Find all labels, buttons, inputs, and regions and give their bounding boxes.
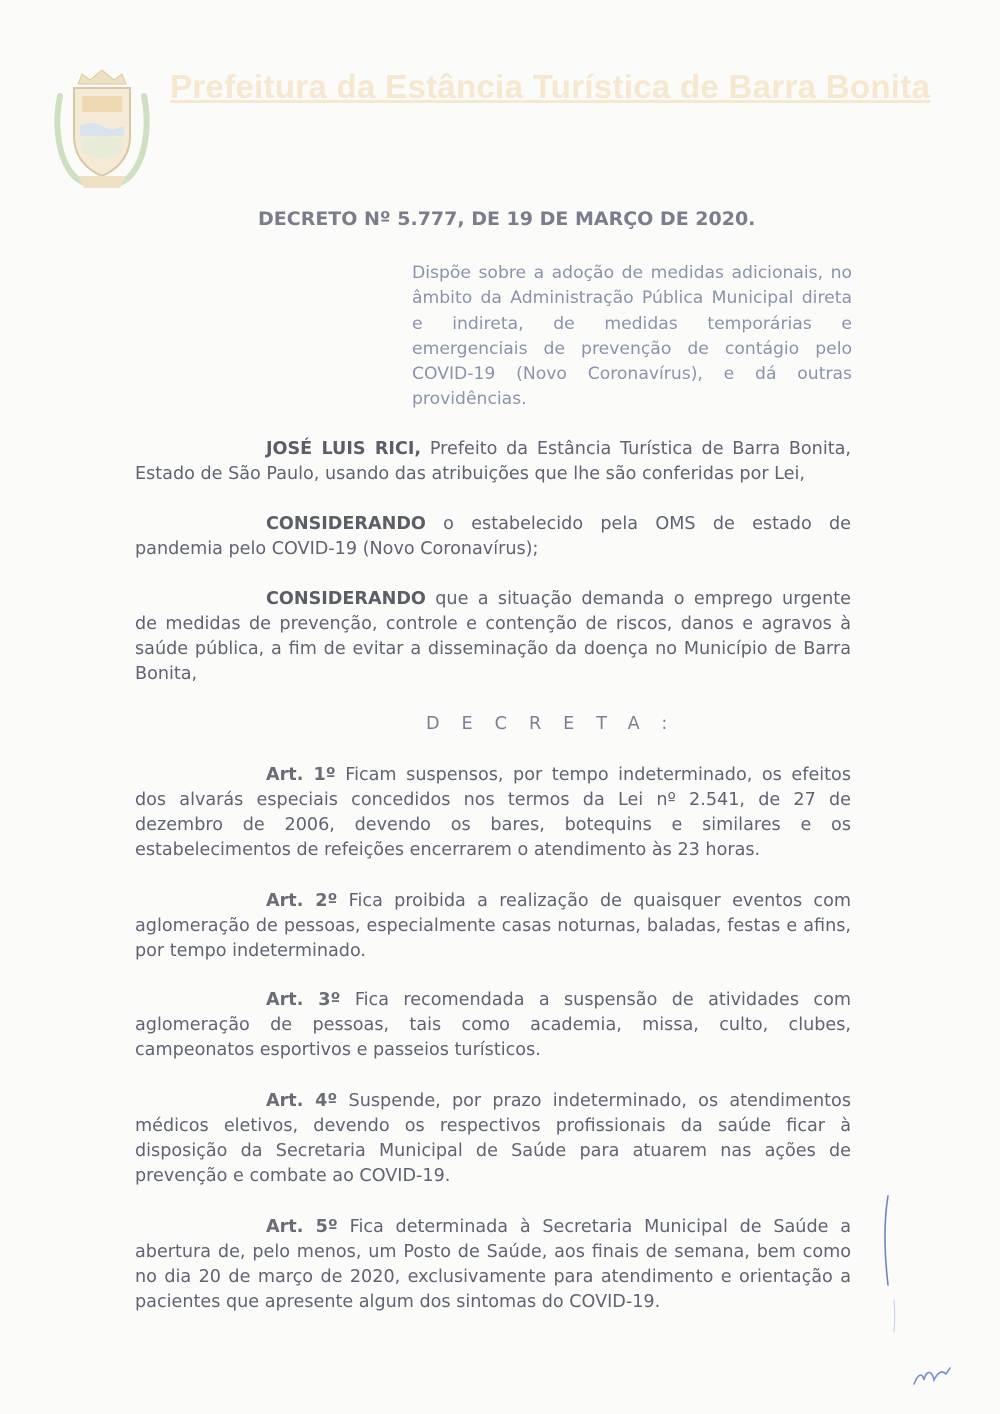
- margin-mark-icon: [870, 1190, 910, 1340]
- article-label: Art. 2º: [266, 891, 338, 911]
- article-paragraph: [135, 889, 851, 964]
- decree-summary: Dispõe sobre a adoção de medidas adicionais, no âmbito da Administração Pública Municipal direta e indireta, de medidas temporárias e emergenciais de prevenção de contágio pelo COVID-19 (Novo Coronavírus), e dá outras providências.: [412, 263, 852, 410]
- coat-of-arms-icon: [48, 66, 156, 196]
- considerando-paragraph: [135, 512, 851, 562]
- considerando-text: o estabelecido pela OMS de estado de pandemia pelo COVID-19 (Novo Coronavírus);: [135, 514, 851, 559]
- article-paragraph: [135, 1215, 851, 1315]
- considerando-text: que a situação demanda o emprego urgente de medidas de prevenção, controle e contenção de riscos, danos e agravos à saúde pública, a fim de evitar a disseminação da doença no Município de Barra Bonita,: [135, 589, 851, 684]
- article-label: Art. 5º: [266, 1217, 338, 1237]
- initials-signature-icon: [910, 1362, 954, 1388]
- article-paragraph: [135, 988, 851, 1063]
- article-label: Art. 1º: [266, 765, 336, 785]
- article-label: Art. 3º: [266, 990, 341, 1010]
- article-text: Fica recomendada a suspensão de atividades com aglomeração de pessoas, tais como academia, missa, culto, clubes, campeonatos esportivos e passeios turísticos.: [135, 990, 851, 1060]
- preamble-text: Prefeito da Estância Turística de Barra Bonita, Estado de São Paulo, usando das atribuições que lhe são conferidas por Lei,: [135, 439, 851, 484]
- decree-title: DECRETO Nº 5.777, DE 19 DE MARÇO DE 2020.: [258, 208, 756, 230]
- decreta-heading: DECRETA:: [426, 714, 690, 734]
- preamble-paragraph: [135, 437, 851, 487]
- article-label: Art. 4º: [266, 1091, 338, 1111]
- article-text: Suspende, por prazo indeterminado, os atendimentos médicos eletivos, devendo os respectivos profissionais da saúde ficar à disposição da Secretaria Municipal de Saúde para atuarem nas ações de prevenção e combate ao COVID-19.: [135, 1091, 851, 1186]
- article-text: Fica proibida a realização de quaisquer eventos com aglomeração de pessoas, especialmente casas noturnas, baladas, festas e afins, por tempo indeterminado.: [135, 891, 851, 961]
- considerando-paragraph: [135, 587, 851, 687]
- considerando-label: CONSIDERANDO: [266, 589, 426, 609]
- article-paragraph: [135, 1089, 851, 1189]
- letterhead-title: Prefeitura da Estância Turística de Barra Bonita: [170, 68, 931, 105]
- article-text: Fica determinada à Secretaria Municipal de Saúde a abertura de, pelo menos, um Posto de Saúde, aos finais de semana, bem como no dia 20 de março de 2020, exclusivamente para atendimento e orientação a pacientes que apresente algum dos sintomas do COVID-19.: [135, 1217, 851, 1312]
- article-paragraph: [135, 763, 851, 863]
- considerando-label: CONSIDERANDO: [266, 514, 426, 534]
- mayor-name: JOSÉ LUIS RICI,: [266, 439, 422, 459]
- article-text: Ficam suspensos, por tempo indeterminado, os efeitos dos alvarás especiais concedidos nos termos da Lei nº 2.541, de 27 de dezembro de 2006, devendo os bares, botequins e similares e os estabelecimentos de refeições encerrarem o atendimento às 23 horas.: [135, 765, 851, 860]
